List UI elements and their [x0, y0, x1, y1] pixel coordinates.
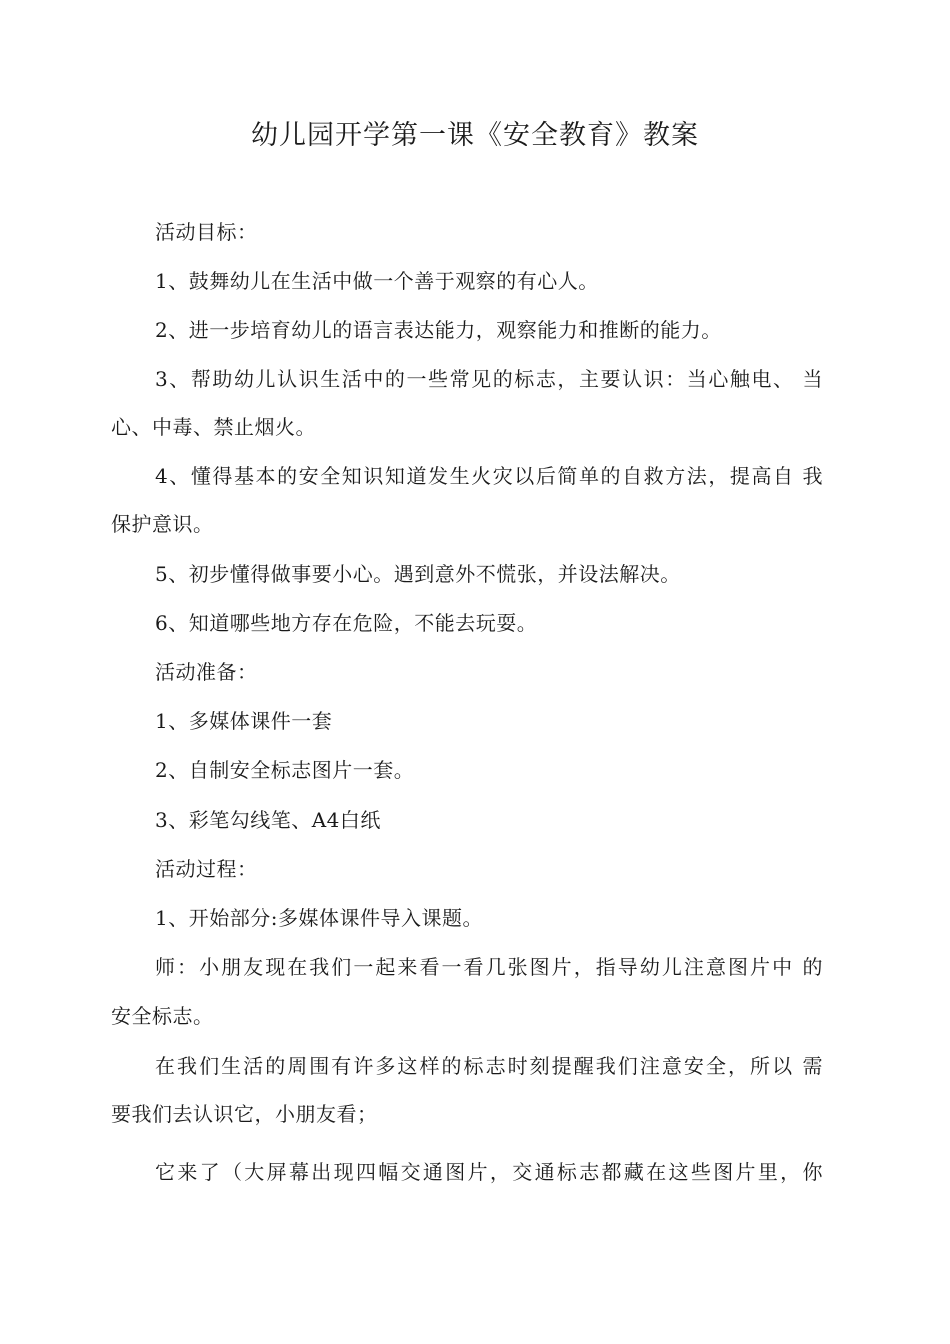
life-line-1: 在我们生活的周围有许多这样的标志时刻提醒我们注意安全，所以 需 — [155, 1054, 823, 1078]
goals-heading: 活动目标： — [155, 220, 258, 244]
goal-4-line-1: 4、懂得基本的安全知识知道发生火灾以后简单的自救方法，提高自 我 — [155, 464, 823, 488]
teacher-line-1: 师：小朋友现在我们一起来看一看几张图片，指导幼儿注意图片中 的 — [155, 955, 823, 979]
process-heading: 活动过程： — [155, 857, 258, 881]
goal-3-line-2: 心、中毒、禁止烟火。 — [111, 415, 316, 439]
process-1: 1、开始部分:多媒体课件导入课题。 — [155, 906, 483, 930]
goal-4-line-2: 保护意识。 — [111, 512, 214, 536]
goal-5: 5、初步懂得做事要小心。遇到意外不慌张，并设法解决。 — [155, 562, 681, 586]
document-title: 幼儿园开学第一课《安全教育》教案 — [251, 120, 699, 151]
goal-1: 1、鼓舞幼儿在生活中做一个善于观察的有心人。 — [155, 269, 599, 293]
prep-heading: 活动准备： — [155, 660, 258, 684]
screen-line-1: 它来了（大屏幕出现四幅交通图片，交通标志都藏在这些图片里，你 — [155, 1160, 823, 1184]
prep-3: 3、彩笔勾线笔、A4白纸 — [155, 808, 381, 832]
life-line-2: 要我们去认识它，小朋友看； — [111, 1102, 378, 1126]
prep-2: 2、自制安全标志图片一套。 — [155, 758, 415, 782]
teacher-line-2: 安全标志。 — [111, 1004, 214, 1028]
goal-3-line-1: 3、帮助幼儿认识生活中的一些常见的标志，主要认识：当心触电、 当 — [155, 367, 823, 391]
prep-1: 1、多媒体课件一套 — [155, 709, 333, 733]
goal-2: 2、进一步培育幼儿的语言表达能力，观察能力和推断的能力。 — [155, 318, 722, 342]
goal-6: 6、知道哪些地方存在危险，不能去玩耍。 — [155, 611, 538, 635]
